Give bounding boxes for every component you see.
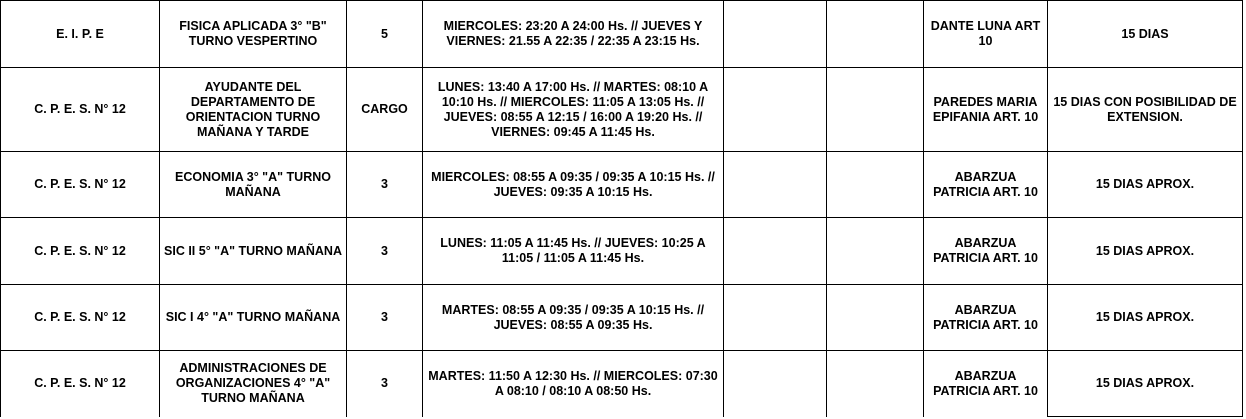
schedule-cell: MIERCOLES: 23:20 A 24:00 Hs. // JUEVES Y VIERNES: 21.55 A 22:35 / 22:35 A 23:15 Hs. — [423, 1, 724, 68]
empty-cell — [827, 218, 924, 285]
empty-cell — [724, 218, 827, 285]
schedule-cell: LUNES: 13:40 A 17:00 Hs. // MARTES: 08:10 A 10:10 Hs. // MIERCOLES: 11:05 A 13:05 Hs. // JUEVES: 08:55 A 12:15 / 16:00 A 19:20 Hs. // VIERNES: 09:45 A 11:45 Hs. — [423, 68, 724, 152]
school-cell: C. P. E. S. N° 12 — [1, 152, 160, 218]
schedule-cell: MARTES: 08:55 A 09:35 / 09:35 A 10:15 Hs. // JUEVES: 08:55 A 09:35 Hs. — [423, 285, 724, 351]
subject-cell: ADMINISTRACIONES DE ORGANIZACIONES 4° "A" TURNO MAÑANA — [160, 351, 347, 417]
schedule-cell: LUNES: 11:05 A 11:45 Hs. // JUEVES: 10:25 A 11:05 / 11:05 A 11:45 Hs. — [423, 218, 724, 285]
duration-cell: 15 DIAS APROX. — [1048, 152, 1243, 218]
teacher-cell: ABARZUA PATRICIA ART. 10 — [924, 285, 1048, 351]
subject-cell: AYUDANTE DEL DEPARTAMENTO DE ORIENTACION TURNO MAÑANA Y TARDE — [160, 68, 347, 152]
empty-cell — [827, 1, 924, 68]
empty-cell — [724, 68, 827, 152]
empty-cell — [827, 68, 924, 152]
empty-cell — [827, 285, 924, 351]
table-row — [1, 68, 1243, 152]
teacher-cell: ABARZUA PATRICIA ART. 10 — [924, 218, 1048, 285]
teacher-cell: ABARZUA PATRICIA ART. 10 — [924, 152, 1048, 218]
empty-cell — [827, 152, 924, 218]
hours-cell: 3 — [347, 152, 423, 218]
teacher-cell: ABARZUA PATRICIA ART. 10 — [924, 351, 1048, 417]
subject-cell: SIC I 4° "A" TURNO MAÑANA — [160, 285, 347, 351]
empty-cell — [827, 351, 924, 417]
table-row — [1, 285, 1243, 351]
duration-cell: 15 DIAS APROX. — [1048, 218, 1243, 285]
table-row — [1, 351, 1243, 417]
table-row — [1, 1, 1243, 68]
schedule-cell: MARTES: 11:50 A 12:30 Hs. // MIERCOLES: 07:30 A 08:10 / 08:10 A 08:50 Hs. — [423, 351, 724, 417]
duration-cell: 15 DIAS CON POSIBILIDAD DE EXTENSION. — [1048, 68, 1243, 152]
hours-cell: 3 — [347, 351, 423, 417]
school-cell: C. P. E. S. N° 12 — [1, 285, 160, 351]
school-cell: C. P. E. S. N° 12 — [1, 351, 160, 417]
hours-cell: 3 — [347, 285, 423, 351]
teacher-cell: DANTE LUNA ART 10 — [924, 1, 1048, 68]
subject-cell: SIC II 5° "A" TURNO MAÑANA — [160, 218, 347, 285]
table-row — [1, 218, 1243, 285]
teacher-cell: PAREDES MARIA EPIFANIA ART. 10 — [924, 68, 1048, 152]
duration-cell: 15 DIAS APROX. — [1048, 285, 1243, 351]
hours-cell: CARGO — [347, 68, 423, 152]
empty-cell — [724, 285, 827, 351]
duration-cell: 15 DIAS — [1048, 1, 1243, 68]
school-cell: E. I. P. E — [1, 1, 160, 68]
subject-cell: ECONOMIA 3° "A" TURNO MAÑANA — [160, 152, 347, 218]
hours-cell: 3 — [347, 218, 423, 285]
duration-cell: 15 DIAS APROX. — [1048, 351, 1243, 417]
empty-cell — [724, 351, 827, 417]
school-cell: C. P. E. S. N° 12 — [1, 68, 160, 152]
school-cell: C. P. E. S. N° 12 — [1, 218, 160, 285]
schedule-cell: MIERCOLES: 08:55 A 09:35 / 09:35 A 10:15 Hs. // JUEVES: 09:35 A 10:15 Hs. — [423, 152, 724, 218]
empty-cell — [724, 1, 827, 68]
empty-cell — [724, 152, 827, 218]
table-row — [1, 152, 1243, 218]
subject-cell: FISICA APLICADA 3° "B" TURNO VESPERTINO — [160, 1, 347, 68]
hours-cell: 5 — [347, 1, 423, 68]
